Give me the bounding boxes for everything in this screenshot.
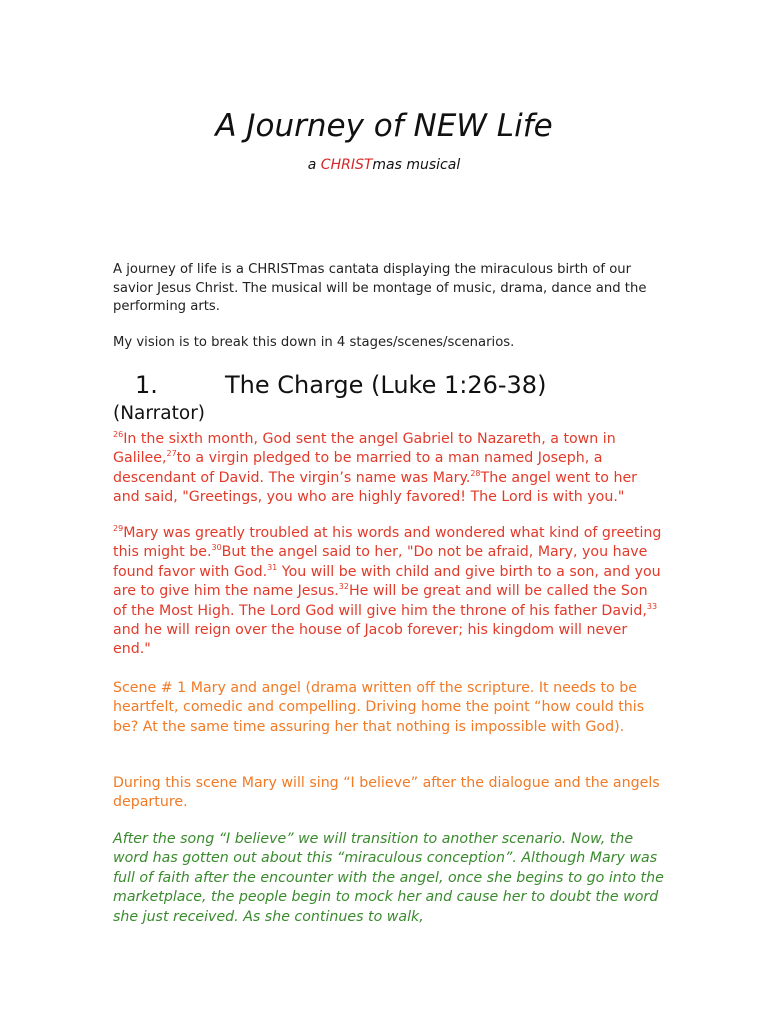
verse-number: 27 <box>166 449 177 459</box>
verse-number: 32 <box>338 582 349 592</box>
verse-text: You will be with child and give birth to a son, and you are to give him the name Jesus. <box>113 563 661 600</box>
subtitle-highlight: CHRIST <box>320 157 373 173</box>
scripture-paragraph-2 <box>113 524 665 660</box>
vision-paragraph: My vision is to break this down in 4 stages/scenes/scenarios. <box>113 335 515 350</box>
verse-text: Mary was greatly troubled at his words and wondered what kind of greeting this might be. <box>113 525 662 561</box>
verse-text: to a virgin pledged to be married to a man named Joseph, a descendant of David. The virgin’s name was Mary. <box>113 450 603 486</box>
verse-number: 29 <box>113 524 124 533</box>
verse-number: 30 <box>211 543 222 553</box>
verse-number: 28 <box>470 468 481 478</box>
scene-note: Scene # 1 Mary and angel (drama written off the scripture. It needs to be heartfelt, comedic and compelling. Driving home the point “how could this be? At the same time assuring her that nothing is impossible with God). <box>113 680 645 735</box>
verse-number: 33 <box>646 601 658 611</box>
section-title: The Charge (Luke 1:26-38) <box>225 371 547 399</box>
document-title: A Journey of NEW Life <box>215 108 553 144</box>
verse-text: But the angel said to her, "Do not be afraid, Mary, you have found favor with God. <box>113 544 648 580</box>
verse-text: In the sixth month, God sent the angel Gabriel to Nazareth, a town in Galilee, <box>113 431 616 467</box>
scripture-paragraph-1 <box>113 430 665 508</box>
verse-text: The angel went to her and said, "Greetings, you who are highly favored! The Lord is with you." <box>113 469 638 506</box>
transition-note: After the song “I believe” we will transition to another scenario. Now, the word has gotten out about this “miraculous conception”. Although Mary was full of faith after the encounter with the angel, once she begins to go into the marketplace, the people begin to mock her and cause her to doubt the word she just received. As she continues to walk, <box>113 831 664 925</box>
verse-text: He will be great and will be called the Son of the Most High. The Lord God will give him the throne of his father David, <box>113 583 648 619</box>
song-note: During this scene Mary will sing “I believe” after the dialogue and the angels departure. <box>113 775 660 811</box>
narrator-label: (Narrator) <box>113 403 206 424</box>
section-number: 1. <box>135 371 158 399</box>
verse-number: 26 <box>113 430 124 439</box>
section-heading <box>113 371 673 399</box>
document-subtitle <box>0 157 768 173</box>
verse-text: and he will reign over the house of Jacob forever; his kingdom will never end." <box>113 622 628 658</box>
subtitle-prefix: a <box>307 157 321 173</box>
verse-number: 31 <box>267 562 278 572</box>
intro-paragraph: A journey of life is a CHRISTmas cantata displaying the miraculous birth of our savior Jesus Christ. The musical will be montage of music, drama, dance and the performing arts. <box>113 262 647 314</box>
subtitle-suffix: mas musical <box>372 157 461 173</box>
